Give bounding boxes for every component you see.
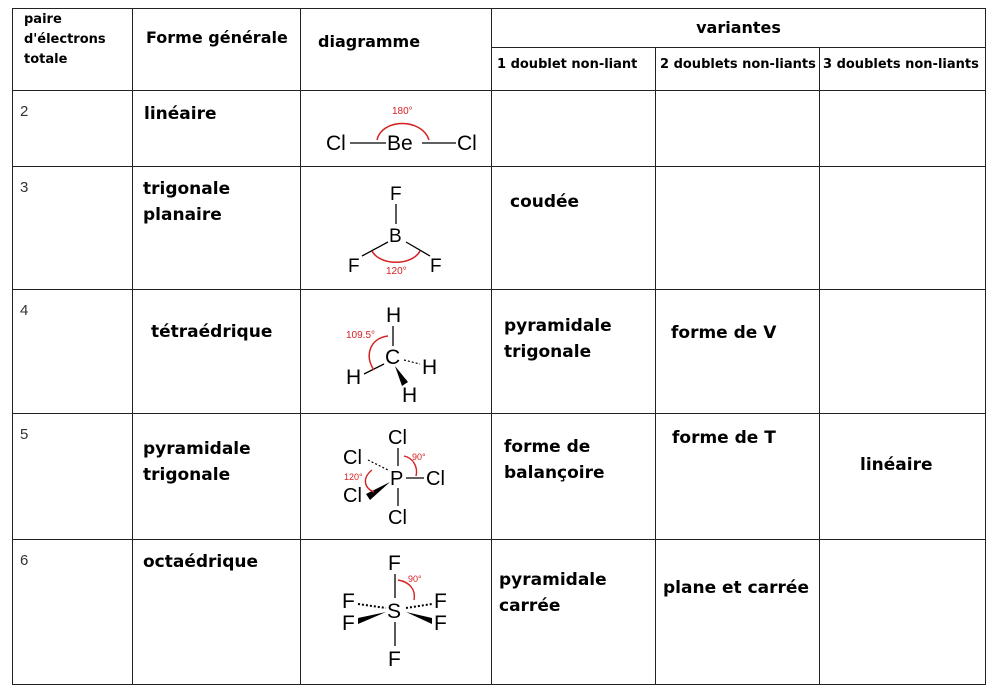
- variant-line: plane et carrée: [663, 578, 809, 598]
- variant-line: linéaire: [860, 455, 933, 475]
- atom-label: B: [389, 226, 402, 247]
- atom-label: Be: [387, 132, 413, 155]
- row-shape: [143, 436, 251, 488]
- grid-line: [12, 684, 986, 685]
- bond: [368, 460, 388, 470]
- row-shape-line: pyramidale: [143, 439, 251, 459]
- atom-label: Cl: [343, 485, 362, 507]
- row-electron-pairs: 2: [20, 103, 29, 120]
- header-pairs-line: paire: [24, 12, 62, 27]
- diagram-pcl5: [338, 422, 468, 532]
- atom-label: F: [390, 184, 402, 205]
- row-electron-pairs: 3: [20, 179, 29, 196]
- variant-1: [504, 313, 612, 365]
- angle-label: 120°: [386, 266, 407, 277]
- grid-line: [12, 539, 986, 540]
- variant-line: carrée: [499, 596, 561, 616]
- variant-line: forme de: [504, 437, 591, 457]
- variant-1: [510, 189, 579, 215]
- bond: [406, 604, 432, 608]
- variant-line: forme de T: [672, 428, 776, 448]
- atom-label: H: [402, 384, 418, 407]
- diagram-bf3: [340, 178, 450, 278]
- atom-label: F: [434, 590, 447, 613]
- atom-label: P: [390, 468, 404, 490]
- diagram-sf6: [336, 548, 466, 672]
- header-variant-1: 1 doublet non-liant: [497, 57, 638, 72]
- wedge-bond: [406, 612, 432, 624]
- row-shape-line: planaire: [143, 205, 222, 225]
- header-pairs: [24, 10, 129, 70]
- header-variants: variantes: [696, 18, 781, 37]
- atom-label: Cl: [388, 427, 407, 449]
- row-shape-line: linéaire: [144, 104, 217, 124]
- grid-line: [491, 47, 986, 48]
- atom-label: C: [385, 346, 401, 369]
- angle-label: 90°: [408, 574, 422, 584]
- variant-2: [671, 320, 776, 346]
- variant-line: trigonale: [504, 342, 592, 362]
- atom-label: Cl: [457, 132, 477, 155]
- row-electron-pairs: 6: [20, 552, 29, 569]
- variant-2: [672, 425, 776, 451]
- angle-arc: [365, 470, 374, 492]
- variant-line: balançoire: [504, 463, 605, 483]
- diagram-becl2: [322, 100, 487, 160]
- header-pairs-line: totale: [24, 52, 68, 67]
- row-shape: [144, 101, 217, 127]
- row-shape: [143, 549, 258, 575]
- row-electron-pairs: 5: [20, 426, 29, 443]
- angle-label: 109.5°: [346, 330, 376, 341]
- grid-line: [12, 90, 986, 91]
- grid-line: [12, 8, 986, 9]
- wedge-bond: [358, 612, 386, 624]
- atom-label: F: [348, 256, 360, 277]
- grid-line: [491, 8, 492, 685]
- atom-label: F: [342, 612, 355, 635]
- row-shape: [143, 176, 230, 228]
- variant-2: [663, 575, 809, 601]
- header-variant-2: 2 doublets non-liants: [660, 57, 816, 72]
- atom-label: F: [430, 256, 442, 277]
- atom-label: S: [387, 600, 402, 623]
- angle-label: 90°: [412, 452, 426, 462]
- atom-label: F: [434, 612, 447, 635]
- angle-arc: [372, 251, 420, 262]
- grid-line: [300, 8, 301, 685]
- atom-label: Cl: [343, 447, 362, 469]
- atom-label: Cl: [426, 468, 445, 490]
- header-variant-3: 3 doublets non-liants: [823, 57, 979, 72]
- row-shape-line: trigonale: [143, 465, 231, 485]
- variant-line: pyramidale: [499, 570, 607, 590]
- atom-label: H: [386, 304, 402, 327]
- diagram-ch4: [340, 298, 460, 408]
- row-shape-line: tétraédrique: [151, 322, 273, 342]
- variant-line: pyramidale: [504, 316, 612, 336]
- variant-line: coudée: [510, 192, 580, 212]
- header-diagram: diagramme: [318, 32, 421, 51]
- variant-line: forme de V: [671, 323, 777, 343]
- grid-line: [819, 47, 820, 685]
- grid-line: [12, 166, 986, 167]
- atom-label: H: [346, 366, 362, 389]
- row-shape: [151, 319, 272, 345]
- angle-label: 180°: [392, 106, 413, 117]
- bond: [362, 242, 388, 256]
- atom-label: H: [422, 356, 438, 379]
- grid-line: [12, 8, 13, 685]
- variant-3: [860, 452, 933, 478]
- atom-label: F: [388, 648, 401, 671]
- bond: [404, 360, 420, 364]
- row-shape-line: octaédrique: [143, 552, 259, 572]
- row-shape-line: trigonale: [143, 179, 231, 199]
- variant-1: [504, 434, 605, 486]
- row-electron-pairs: 4: [20, 302, 29, 319]
- atom-label: F: [342, 590, 355, 613]
- header-pairs-line: d'électrons: [24, 32, 106, 47]
- wedge-bond: [395, 366, 408, 386]
- atom-label: Cl: [326, 132, 346, 155]
- wedge-bond: [366, 482, 390, 500]
- grid-line: [12, 289, 986, 290]
- header-shape: Forme générale: [146, 28, 288, 47]
- grid-line: [12, 413, 986, 414]
- bond: [358, 604, 386, 608]
- atom-label: Cl: [388, 507, 407, 529]
- grid-line: [655, 47, 656, 685]
- variant-1: [499, 567, 607, 619]
- grid-line: [132, 8, 133, 685]
- grid-line: [985, 8, 986, 685]
- atom-label: F: [388, 552, 401, 575]
- angle-label: 120°: [344, 472, 363, 482]
